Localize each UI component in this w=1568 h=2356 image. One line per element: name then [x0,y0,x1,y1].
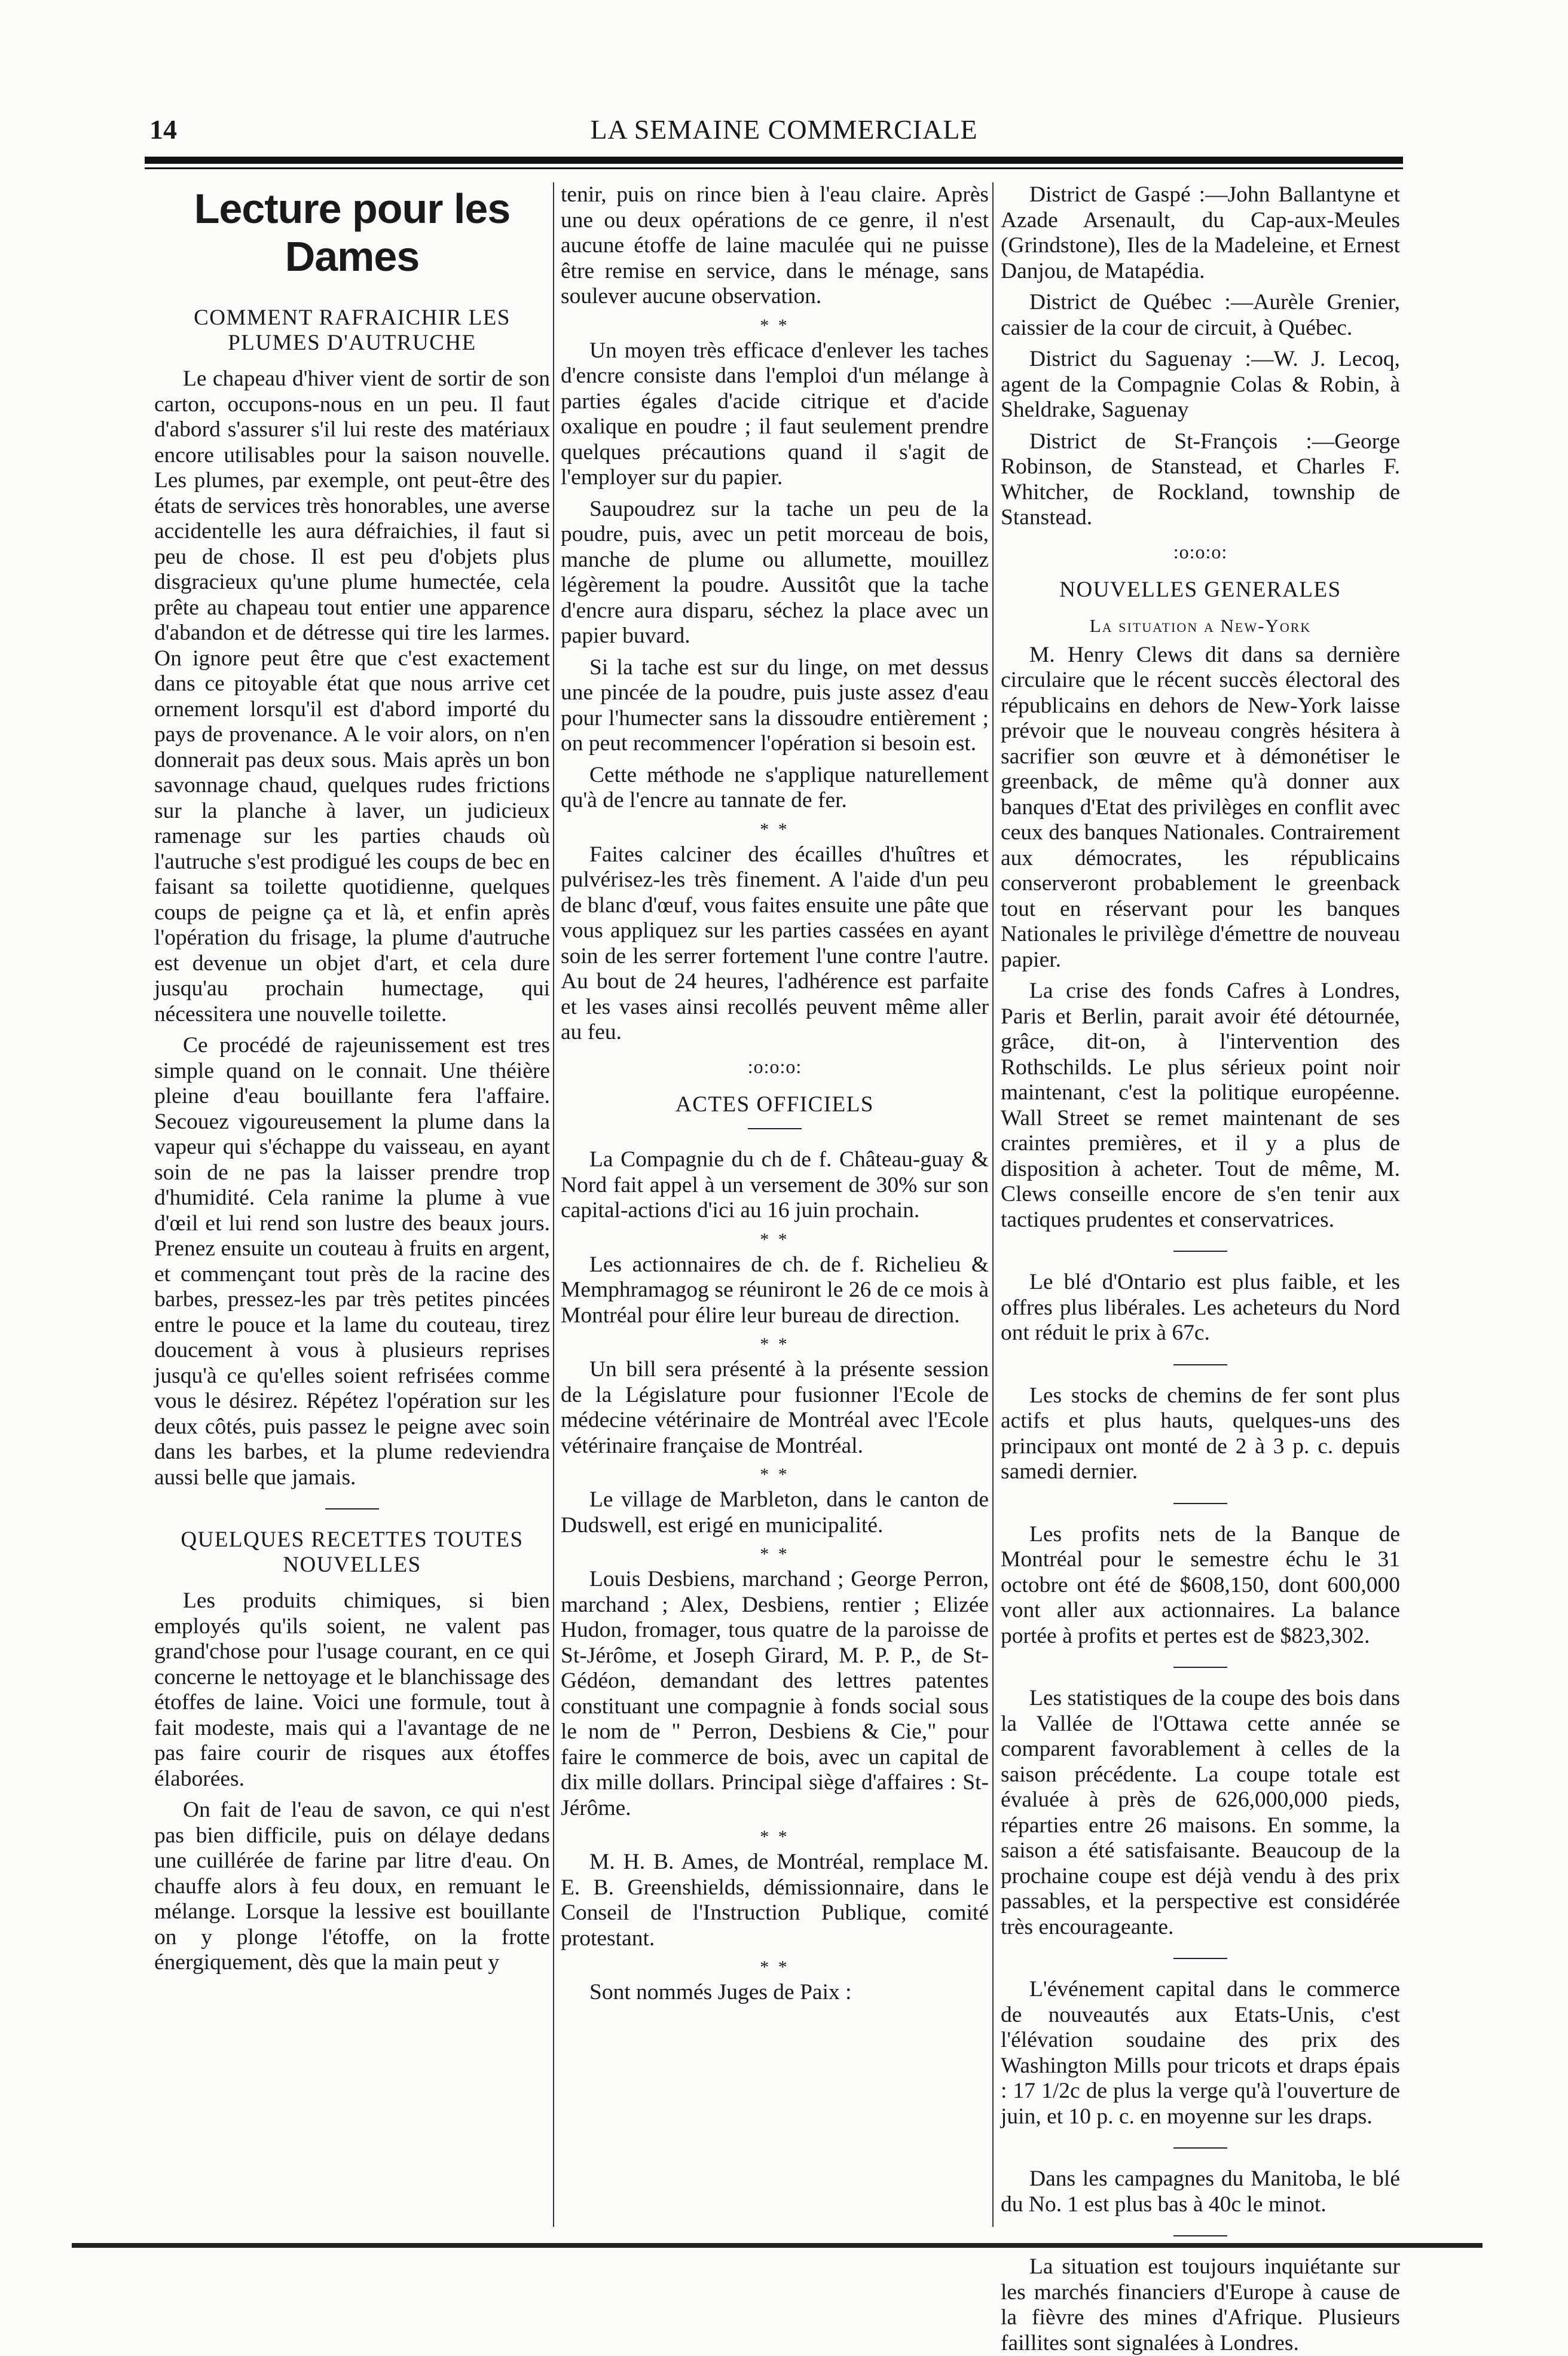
article-paragraph: Cette méthode ne s'applique naturellement qu'à de l'encre au tannate de fer. [561,762,989,812]
header-rule-thin [145,167,1403,169]
article-paragraph: Faites calciner des écailles d'huîtres et pulvérisez-les très finement. A l'aide d'un peu de blanc d'œuf, vous faites ensuite une pâte que vous appliquez sur les parties cassées en ayant soin de les serrer fortement l'une contre l'autre. Au bout de 24 heures, l'adhérence est parfaite et les vases ainsi recollés peuvent même aller au feu. [561,842,989,1044]
asterism: * * [760,819,790,839]
notice-paragraph: Louis Desbiens, marchand ; George Perron, marchand ; Alex, Desbiens, rentier ; Elizée Hudon, fromager, tous quatre de la paroisse de St-Jérôme, et Joseph Girard, M. P. P., de St-Gédéon, demandant des lettres patentes constituant une compagnie à fonds social sous le nom de " Perron, Desbiens & Cie," pour faire le commerce de bois, avec un capital de dix mille dollars. Principal siège d'affaires : St-Jérôme. [561,1567,989,1820]
asterism: * * [760,1827,790,1847]
column-1 [154,182,550,2233]
news-paragraph: La crise des fonds Cafres à Londres, Paris et Berlin, parait avoir été détournée, grâce, dit-on, à l'intervention des Rothschilds. Le plus sérieux point noir maintenant, c'est la politique européenne. Wall Street se remet maintenant de ses craintes premières, et il y a plus de disposition à acheter. Tout de même, M. Clews conseille encore de s'en tenir aux tactiques prudentes et conservatrices. [1001,979,1400,1232]
short-rule [1173,1503,1227,1504]
news-paragraph: Les profits nets de la Banque de Montréal pour le semestre échu le 31 octobre ont été de $608,150, dont 600,000 vont aller aux actionnaires. La balance portée à profits et pertes est de $823,302. [1001,1521,1400,1648]
notice-paragraph: Les actionnaires de ch. de f. Richelieu & Memphramagog se réuniront le 26 de ce mois à Montréal pour élire leur bureau de direction. [561,1252,989,1328]
column-2 [561,182,989,2233]
asterism: * * [760,1544,790,1564]
short-rule [1173,1251,1227,1252]
notice-paragraph: M. H. B. Ames, de Montréal, remplace M. E. B. Greenshields, démissionnaire, dans le Conseil de l'Instruction Publique, comité protestant. [561,1850,989,1951]
asterism: * * [760,1334,790,1354]
notice-paragraph: District de Québec :—Aurèle Grenier, caissier de la cour de circuit, à Québec. [1001,290,1400,340]
section-title: Lecture pour les Dames [194,185,511,280]
news-paragraph: Le blé d'Ontario est plus faible, et les offres plus libérales. Les acheteurs du Nord ont réduit le prix à 67c. [1001,1270,1400,1345]
notice-paragraph: Un bill sera présenté à la présente session de la Législature pour fusionner l'Ecole de médecine vétérinaire de Montréal avec l'Ecole vétérinaire française de Montréal. [561,1357,989,1458]
article-paragraph: On fait de l'eau de savon, ce qui n'est pas bien difficile, puis on délaye dedans une cuillérée de farine par litre d'eau. On chauffe alors à feu doux, en remuant le mélange. Lorsque la lessive est bouillante on y plonge l'étoffe, on la frotte énergiquement, dès que la main peut y [154,1798,550,1975]
footer-rule [72,2243,1483,2248]
notice-paragraph: District de Gaspé :—John Ballantyne et Azade Arsenault, du Cap-aux-Meules (Grindstone), Iles de la Madeleine, et Ernest Danjou, de Matapédia. [1001,182,1400,283]
article-paragraph: Saupoudrez sur la tache un peu de la poudre, puis, avec un petit morceau de bois, manche de plume ou allumette, mouillez légèrement la poudre. Aussitôt que la tache d'encre aura disparu, séchez la place avec un papier buvard. [561,496,989,648]
short-rule [1173,2147,1227,2149]
news-paragraph: L'événement capital dans le commerce de nouveautés aux Etats-Unis, c'est l'élévation soudaine des prix des Washington Mills pour tricots et draps épais : 17 1/2c de plus la verge qu'à l'ouverture de juin, et 10 p. c. en moyenne sur les draps. [1001,1977,1400,2129]
news-paragraph: Les stocks de chemins de fer sont plus actifs et plus hauts, quelques-uns des principaux ont monté de 2 à 3 p. c. depuis samedi dernier. [1001,1383,1400,1484]
article-paragraph: Les produits chimiques, si bien employés qu'ils soient, ne valent pas grand'chose pour l'usage courant, en ce qui concerne le nettoyage et le blanchissage des étoffes de laine. Voici une formule, tout à fait modeste, mais qui a l'avantage de ne pas faire courir de risques aux étoffes élaborées. [154,1588,550,1791]
column-3 [1001,182,1400,2355]
separator: :o:o:o: [747,1055,802,1077]
notice-paragraph: District du Saguenay :—W. J. Lecoq, agent de la Compagnie Colas & Robin, à Sheldrake, Saguenay [1001,347,1400,422]
short-rule [1173,1667,1227,1668]
article-heading: COMMENT RAFRAICHIR LES PLUMES D'AUTRUCHE [194,305,511,355]
short-rule [748,1128,802,1129]
notice-paragraph: Le village de Marbleton, dans le canton de Dudswell, est erigé en municipalité. [561,1487,989,1538]
short-rule [325,1508,379,1509]
column-divider [553,182,554,2227]
news-paragraph: Dans les campagnes du Manitoba, le blé du No. 1 est plus bas à 40c le minot. [1001,2166,1400,2217]
asterism: * * [760,315,790,335]
page-number: 14 [149,114,177,145]
notice-paragraph: District de St-François :—George Robinson, de Stanstead, et Charles F. Whitcher, de Rockland, township de Stanstead. [1001,429,1400,530]
short-rule [1173,2235,1227,2236]
column-divider [992,182,994,2227]
asterism: * * [760,1957,790,1977]
article-heading: ACTES OFFICIELS [676,1092,874,1117]
asterism: * * [760,1465,790,1484]
article-paragraph: Un moyen très efficace d'enlever les taches d'encre consiste dans l'emploi d'un mélange à parties égales d'acide citrique et d'acide oxalique en poudre ; il faut seulement prendre quelques précautions quand il s'agit de l'employer sur du papier. [561,338,989,490]
article-heading: QUELQUES RECETTES TOUTES NOUVELLES [181,1527,524,1577]
notice-paragraph: Sont nommés Juges de Paix : [589,1980,852,2004]
article-heading: NOUVELLES GENERALES [1059,577,1341,602]
article-subheading: La situation a New-York [1089,615,1312,636]
article-paragraph: Ce procédé de rajeunissement est tres simple quand on le connait. Une théière pleine d'eau bouillante fera l'affaire. Secouez vigoureusement la plume dans la vapeur qui s'échappe du vaisseau, en ayant soin de ne pas la laisser prendre trop d'humidité. Cela ranime la plume à vue d'œil et lui rend son lustre des beaux jours. Prenez ensuite un couteau à fruits en argent, et commençant tout près de la racine des barbes, pressez-les par très petites pincées entre le pouce et la lame du couteau, tirez doucement à vous à plusieurs reprises jusqu'à ce qu'elles soient refrisées comme vous le désirez. Répétez l'opération sur les deux côtés, puis passez le peigne avec soin dans les barbes, et la plume redeviendra aussi belle que jamais. [154,1033,550,1490]
news-paragraph: M. Henry Clews dit dans sa dernière circulaire que le récent succès électoral des républicains en dehors de New-York laisse prévoir que le nouveau congrès hésitera à sacrifier son œuvre et à démonétiser le greenback, de même qu'à donner aux banques d'Etat des privilèges en conflit avec ceux des banques Nationales. Contrairement aux démocrates, les républicains conserveront probablement le greenback tout en réservant pour les banques Nationales le privilège d'émettre de nouveau papier. [1001,642,1400,972]
short-rule [1173,1364,1227,1365]
short-rule [1173,1958,1227,1959]
asterism: * * [760,1229,790,1249]
article-paragraph: Si la tache est sur du linge, on met dessus une pincée de la poudre, puis juste assez d'eau pour l'humecter sans la dissoudre entièrement ; on peut recommencer l'opération si besoin est. [561,655,989,756]
news-paragraph: La situation est toujours inquiétante sur les marchés financiers d'Europe à cause de la fièvre des mines d'Afrique. Plusieurs faillites sont signalées à Londres. [1001,2254,1400,2355]
header-rule [145,157,1403,164]
notice-paragraph: La Compagnie du ch de f. Château-guay & Nord fait appel à un versement de 30% sur son capital-actions d'ici au 16 juin prochain. [561,1147,989,1223]
article-paragraph: tenir, puis on rince bien à l'eau claire. Après une ou deux opérations de ce genre, il n'est aucune étoffe de laine maculée qui ne puisse être remise en service, dans le ménage, sans soulever aucune observation. [561,182,989,308]
separator: :o:o:o: [1173,540,1228,563]
running-head: LA SEMAINE COMMERCIALE [590,114,978,145]
article-paragraph: Le chapeau d'hiver vient de sortir de son carton, occupons-nous en un peu. Il faut d'abord s'assurer s'il lui reste des matériaux encore utilisables pour la saison nouvelle. Les plumes, par exemple, ont peut-être des états de services très honorables, une averse accidentelle les aura défraichies, il faut si peu de chose. Il est peu d'objets plus disgracieux qu'une plume humectée, cela prête au chapeau tout entier une apparence d'abandon et de détresse qui tire les larmes. On ignore peut être que c'est exactement dans ce pitoyable état que nous arrive cet ornement lorsqu'il est d'abord importé du pays de provenance. A le voir alors, on n'en donnerait pas deux sous. Mais après un bon savonnage chaud, quelques rudes frictions sur la planche à laver, un judicieux ramenage sur les parties chauds où l'autruche s'est prodigué les coups de bec en faisant sa toilette quotidienne, quelques coups de peigne ça et là, et enfin après l'opération du frisage, la plume d'autruche est devenue un objet d'art, et cela dure jusqu'au prochain humectage, qui nécessitera une nouvelle toilette. [154,366,550,1026]
news-paragraph: Les statistiques de la coupe des bois dans la Vallée de l'Ottawa cette année se comparent favorablement à celles de la saison précédente. La coupe totale est évaluée à près de 626,000,000 pieds, réparties entre 26 maisons. En somme, la saison a été satisfaisante. Beaucoup de la prochaine coupe est déjà vendu à des prix passables, et la perspective est considérée très encourageante. [1001,1686,1400,1939]
